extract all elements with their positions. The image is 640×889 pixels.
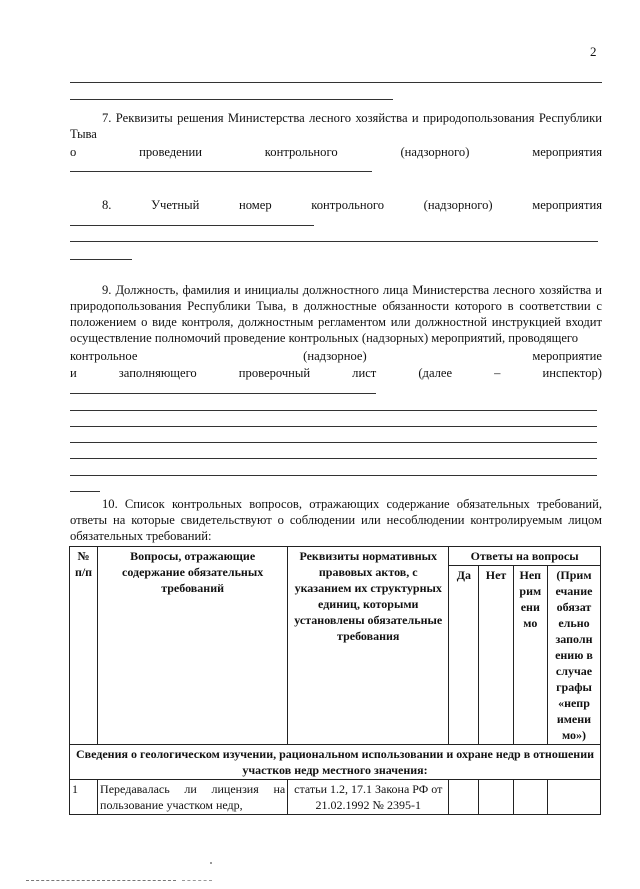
header-num: № п/п xyxy=(70,547,98,745)
table-section-row xyxy=(70,745,601,780)
blank-line xyxy=(70,426,597,427)
row-answer-no[interactable] xyxy=(479,780,513,815)
table-section-title: Сведения о геологическом изучении, рациональном использовании и охране недр в отношении участков недр местного значения: xyxy=(70,745,601,780)
blank-line xyxy=(70,99,393,100)
scan-artifact xyxy=(210,862,212,864)
blank-line xyxy=(70,225,314,226)
blank-line xyxy=(70,171,372,172)
row-answer-note[interactable] xyxy=(547,780,600,815)
header-yes: Да xyxy=(449,566,479,745)
checklist-table xyxy=(69,546,601,815)
row-num: 1 xyxy=(70,780,98,815)
header-not-applicable: Неп рим ени мо xyxy=(513,566,547,745)
section7-line2: Тыва xyxy=(70,127,97,141)
blank-line xyxy=(70,458,597,459)
blank-line xyxy=(70,82,602,83)
header-answers: Ответы на вопросы xyxy=(449,547,601,566)
section9-text: 9. Должность, фамилия и инициалы должностного лица Министерства лесного хозяйства и природопользования Республики Тыва, в должностные обязанности которого в соответствии с положением о виде контроля, должностным регламентом или должностной инструкцией входит осуществление полномочий проведение контрольных (надзорных) мероприятий, проводящего xyxy=(70,283,602,345)
page-number: 2 xyxy=(590,44,597,59)
section9-line-a: контрольное (надзорное) мероприятие xyxy=(70,349,602,363)
section8-line1: 8. Учетный номер контрольного (надзорного) мероприятия xyxy=(102,198,602,212)
section10-text: 10. Список контрольных вопросов, отражающих содержание обязательных требований, ответы на которые свидетельствуют о соблюдении или несоблюдении контролируемым лицом обязательных требований: xyxy=(70,497,602,543)
table-row xyxy=(70,780,601,815)
table-header-row xyxy=(70,547,601,566)
header-note: (Прим ечание обязат ельно заполн ению в случае графы «непр имени мо») xyxy=(547,566,600,745)
section9-line-b: и заполняющего проверочный лист (далее – инспектор) xyxy=(70,366,602,380)
row-answer-yes[interactable] xyxy=(449,780,479,815)
section7-line1: 7. Реквизиты решения Министерства лесного хозяйства и природопользования Республики xyxy=(102,111,602,125)
row-requisites: статьи 1.2, 17.1 Закона РФ от 21.02.1992 № 2395-1 xyxy=(288,780,449,815)
blank-line xyxy=(70,475,597,476)
blank-line xyxy=(70,491,100,492)
footer-line xyxy=(26,880,176,881)
row-question: Передавалась ли лицензия на пользование участком недр, xyxy=(98,780,288,815)
blank-line xyxy=(70,410,597,411)
header-no: Нет xyxy=(479,566,513,745)
header-questions: Вопросы, отражающие содержание обязательных требований xyxy=(98,547,288,745)
header-requisites: Реквизиты нормативных правовых актов, с указанием их структурных единиц, которыми установлены обязательные требования xyxy=(288,547,449,745)
row-answer-na[interactable] xyxy=(513,780,547,815)
blank-line xyxy=(70,259,132,260)
blank-line xyxy=(70,393,376,394)
section7-line3: о проведении контрольного (надзорного) мероприятия xyxy=(70,145,602,159)
blank-line xyxy=(70,442,597,443)
footer-line xyxy=(182,880,212,881)
blank-line xyxy=(70,241,598,242)
